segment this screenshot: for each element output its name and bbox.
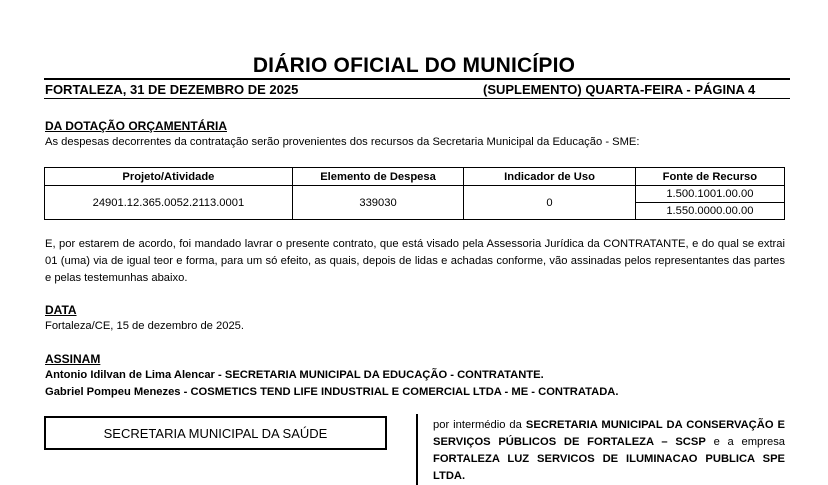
table-header-row <box>45 168 785 186</box>
fonte-cell: 1.500.1001.00.00 <box>635 186 784 203</box>
closing-paragraph: E, por estarem de acordo, foi mandado lavrar o presente contrato, que está visado pela Assessoria Jurídica da CONTRATANTE, e do qual se extrai 01 (uma) via de igual teor e forma, para um só efeito, as quais, depois de lidas e achadas conforme, vão assinadas pelos representantes das partes e pelas testemunhas abaixo. <box>45 238 785 284</box>
budget-table <box>44 167 785 220</box>
table-header-cell: Indicador de Uso <box>464 168 635 186</box>
signatory-line: Antonio Idilvan de Lima Alencar - SECRETARIA MUNICIPAL DA EDUCAÇÃO - CONTRATANTE. <box>45 369 544 381</box>
assinam-heading: ASSINAM <box>45 352 101 366</box>
table-header-cell: Elemento de Despesa <box>292 168 463 186</box>
elemento-cell: 339030 <box>292 186 463 220</box>
header-rule-top <box>44 78 790 80</box>
right-intro: por intermédio da <box>433 419 522 431</box>
header-rule-bottom <box>44 98 790 99</box>
table-header-cell: Fonte de Recurso <box>635 168 784 186</box>
signatory-line: Gabriel Pompeu Menezes - COSMETICS TEND LIFE INDUSTRIAL E COMERCIAL LTDA - ME - CONTRATADA. <box>45 386 619 398</box>
table-row <box>45 186 785 203</box>
indicador-cell: 0 <box>464 186 635 220</box>
header-page-info: (SUPLEMENTO) QUARTA-FEIRA - PÁGINA 4 <box>483 82 756 97</box>
data-heading: DATA <box>45 303 77 317</box>
right-bold-empresa: FORTALEZA LUZ SERVICOS DE ILUMINACAO PUBLICA SPE LTDA. <box>433 453 785 482</box>
dotacao-text: As despesas decorrentes da contratação serão provenientes dos recursos da Secretaria Municipal da Educação - SME: <box>45 136 640 148</box>
dotacao-heading: DA DOTAÇÃO ORÇAMENTÁRIA <box>45 119 227 133</box>
right-bold-secretaria: SECRETARIA MUNICIPAL DA CONSERVAÇÃO E SERVIÇOS PÚBLICOS DE FORTALEZA – SCSP <box>433 419 785 448</box>
right-column-text <box>433 417 785 485</box>
table-header-cell: Projeto/Atividade <box>45 168 293 186</box>
column-divider <box>416 414 418 485</box>
page-title: DIÁRIO OFICIAL DO MUNICÍPIO <box>252 54 576 77</box>
projeto-cell: 24901.12.365.0052.2113.0001 <box>45 186 293 220</box>
right-middle: e a empresa <box>713 436 786 448</box>
secretaria-saude-box: SECRETARIA MUNICIPAL DA SAÚDE <box>44 416 387 450</box>
data-text: Fortaleza/CE, 15 de dezembro de 2025. <box>45 320 245 332</box>
fonte-cell: 1.550.0000.00.00 <box>635 203 784 220</box>
header-date: FORTALEZA, 31 DE DEZEMBRO DE 2025 <box>45 82 299 97</box>
